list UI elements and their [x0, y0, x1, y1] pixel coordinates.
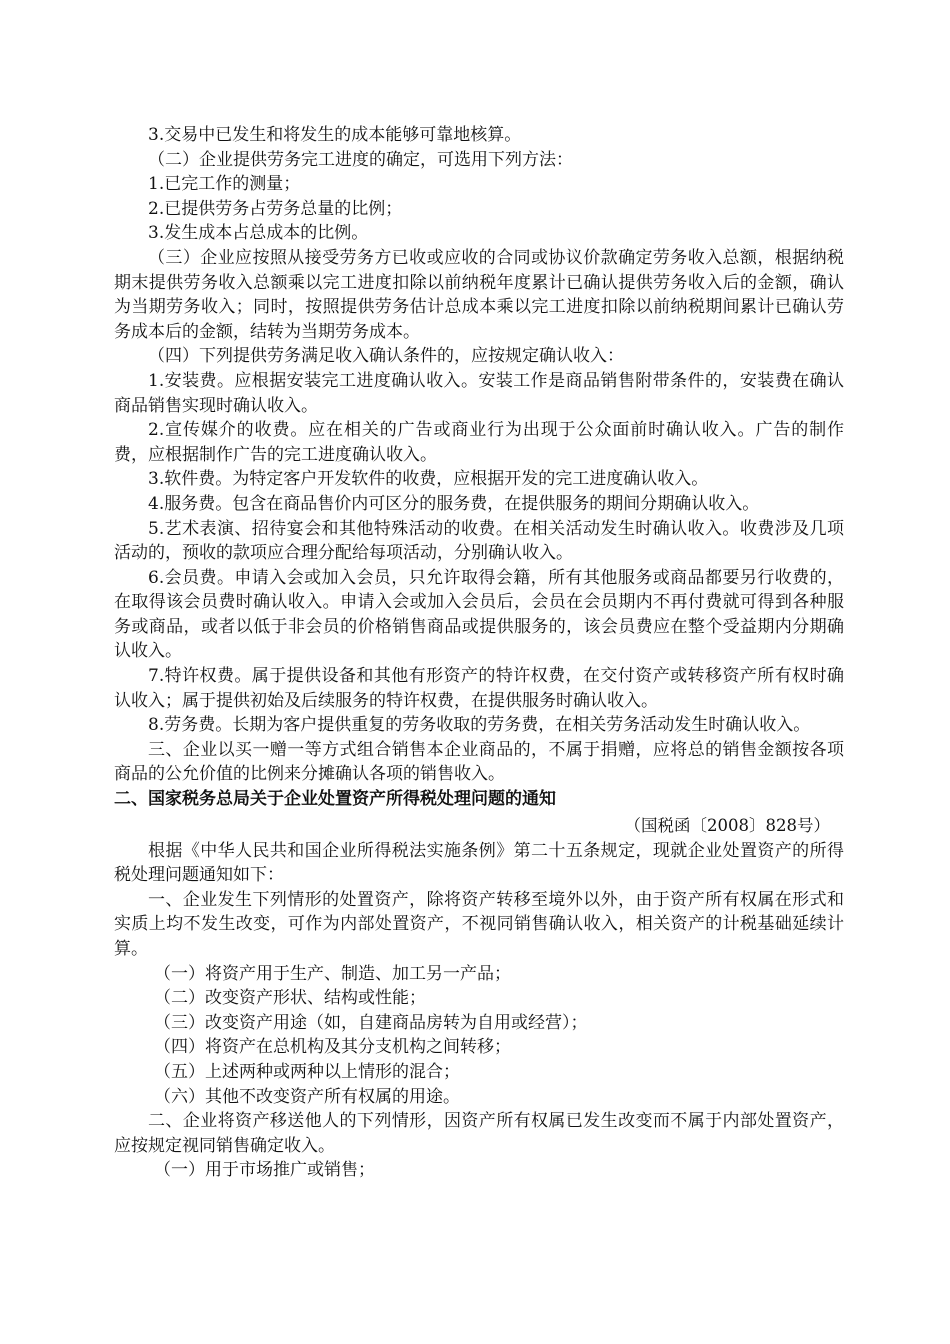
paragraph: 根据《中华人民共和国企业所得税法实施条例》第二十五条规定，现就企业处置资产的所得税处理问题通知如下： [114, 840, 844, 886]
paragraph: 6.会员费。申请入会或加入会员，只允许取得会籍，所有其他服务或商品都要另行收费的，在取得该会员费时确认收入。申请入会或加入会员后，会员在会员期内不再付费就可得到各种服务或商品，或者以低于非会员的价格销售商品或提供服务的，该会员费应在整个受益期内分期确认收入。 [114, 567, 844, 662]
paragraph: 3.发生成本占总成本的比例。 [148, 223, 369, 244]
paragraph: （四）下列提供劳务满足收入确认条件的，应按规定确认收入： [148, 346, 624, 367]
list-item: （二）改变资产形状、结构或性能； [154, 988, 426, 1009]
list-item: （一）用于市场推广或销售； [154, 1160, 375, 1181]
paragraph: 2.宣传媒介的收费。应在相关的广告或商业行为出现于公众面前时确认收入。广告的制作费，应根据制作广告的完工进度确认收入。 [114, 420, 844, 465]
paragraph: 7.特许权费。属于提供设备和其他有形资产的特许权费，在交付资产或转移资产所有权时确认收入；属于提供初始及后续服务的特许权费，在提供服务时确认收入。 [114, 666, 844, 711]
paragraph: 三、企业以买一赠一等方式组合销售本企业商品的，不属于捐赠，应将总的销售金额按各项商品的公允价值的比例来分摊确认各项的销售收入。 [114, 739, 844, 785]
document-body [114, 123, 844, 1183]
paragraph: 1.安装费。应根据安装完工进度确认收入。安装工作是商品销售附带条件的，安装费在确认商品销售实现时确认收入。 [114, 370, 844, 416]
paragraph: （三）企业应按照从接受劳务方已收或应收的合同或协议价款确定劳务收入总额，根据纳税期末提供劳务收入总额乘以完工进度扣除以前纳税年度累计已确认提供劳务收入后的金额，确认为当期劳务收入；同时，按照提供劳务估计总成本乘以完工进度扣除以前纳税期间累计已确认劳务成本后的金额，结转为当期劳务成本。 [114, 247, 844, 342]
paragraph: 8.劳务费。长期为客户提供重复的劳务收取的劳务费，在相关劳务活动发生时确认收入。 [148, 715, 811, 736]
list-item: （一）将资产用于生产、制造、加工另一产品； [154, 963, 511, 984]
paragraph: 1.已完工作的测量； [148, 174, 301, 195]
paragraph: 一、企业发生下列情形的处置资产，除将资产转移至境外以外，由于资产所有权属在形式和实质上均不发生改变，可作为内部处置资产，不视同销售确认收入，相关资产的计税基础延续计算。 [114, 889, 844, 959]
list-item: （四）将资产在总机构及其分支机构之间转移； [154, 1037, 511, 1058]
list-item: （六）其他不改变资产所有权属的用途。 [154, 1086, 460, 1107]
paragraph: 4.服务费。包含在商品售价内可区分的服务费，在提供服务的期间分期确认收入。 [148, 493, 760, 514]
paragraph: 3.交易中已发生和将发生的成本能够可靠地核算。 [148, 125, 522, 145]
section-heading: 二、国家税务总局关于企业处置资产所得税处理问题的通知 [114, 789, 556, 810]
paragraph: 3.软件费。为特定客户开发软件的收费，应根据开发的完工进度确认收入。 [148, 469, 709, 490]
paragraph: 2.已提供劳务占劳务总量的比例； [148, 198, 403, 219]
document-reference-number: （国税函〔2008〕828号） [624, 815, 830, 835]
paragraph: 二、企业将资产移送他人的下列情形，因资产所有权属已发生改变而不属于内部处置资产，应按规定视同销售确定收入。 [114, 1111, 844, 1156]
list-item: （五）上述两种或两种以上情形的混合； [154, 1061, 460, 1082]
paragraph: 5.艺术表演、招待宴会和其他特殊活动的收费。在相关活动发生时确认收入。收费涉及几项活动的，预收的款项应合理分配给每项活动，分别确认收入。 [114, 518, 844, 564]
list-item: （三）改变资产用途（如，自建商品房转为自用或经营）； [154, 1012, 588, 1033]
paragraph: （二）企业提供劳务完工进度的确定，可选用下列方法： [148, 149, 573, 170]
